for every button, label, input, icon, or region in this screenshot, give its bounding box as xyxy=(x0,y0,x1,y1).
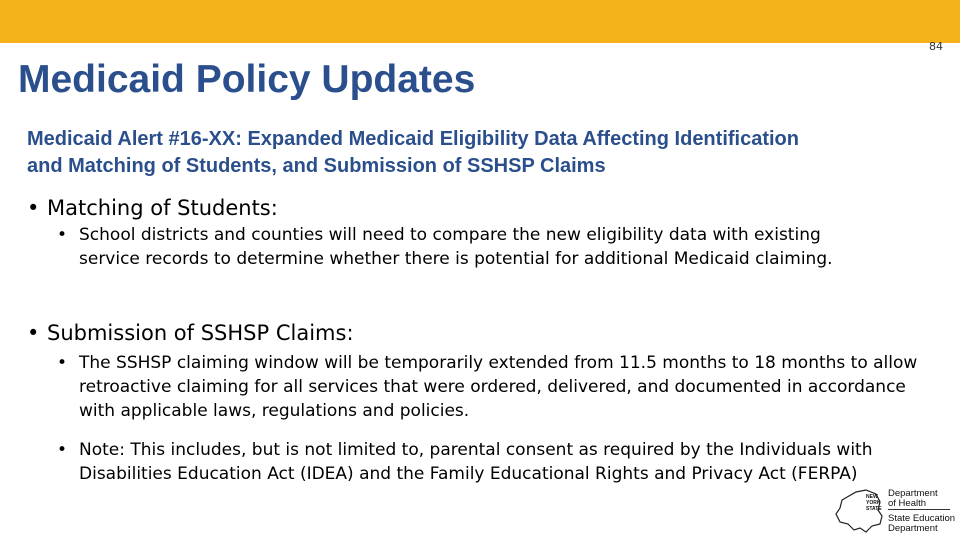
svg-text:NEW: NEW xyxy=(866,494,878,500)
bullet-glyph: • xyxy=(57,440,68,460)
sub-bullet-text: School districts and counties will need to compare the new eligibility data with existing service records to determine whether there is potential for additional Medicaid claiming. xyxy=(79,225,833,269)
bullet-text: Submission of SSHSP Claims: xyxy=(47,321,354,345)
sub-bullet-compare-eligibility xyxy=(57,223,847,271)
sub-bullet-text: Note: This includes, but is not limited to, parental consent as required by the Individuals with Disabilities Education Act (IDEA) and the Family Educational Rights and Privacy Act (FERPA) xyxy=(79,440,873,484)
bullet-glyph: • xyxy=(57,353,68,373)
nys-department-logo xyxy=(832,486,954,538)
bullet-text: Matching of Students: xyxy=(47,196,278,220)
bullet-submission-of-sshsp-claims xyxy=(27,320,827,346)
bullet-glyph: • xyxy=(57,225,68,245)
svg-text:YORK: YORK xyxy=(866,500,881,506)
slide-subtitle: Medicaid Alert #16-XX: Expanded Medicaid Eligibility Data Affecting Identification and Matching of Students, and Submission of SSHSP Claims xyxy=(27,128,799,177)
sub-bullet-text: The SSHSP claiming window will be temporarily extended from 11.5 months to 18 months to allow retroactive claiming for all services that were ordered, delivered, and documented in accordance with applicable laws, regulations and policies. xyxy=(79,353,918,421)
new-york-state-map-icon xyxy=(832,486,886,538)
top-accent-bar xyxy=(0,0,960,43)
bullet-matching-of-students xyxy=(27,195,827,221)
sub-bullet-parental-consent-note xyxy=(57,438,907,486)
bullet-glyph: • xyxy=(27,321,40,345)
sub-bullet-claiming-window xyxy=(57,351,927,423)
bullet-glyph: • xyxy=(27,196,40,220)
svg-text:STATE: STATE xyxy=(866,506,882,512)
dept-health-label: Department of Health xyxy=(888,488,938,509)
state-education-label: State Education Department xyxy=(888,513,956,534)
logo-divider xyxy=(888,509,950,510)
slide-number: 84 xyxy=(929,40,943,53)
slide-title: Medicaid Policy Updates xyxy=(18,58,476,101)
